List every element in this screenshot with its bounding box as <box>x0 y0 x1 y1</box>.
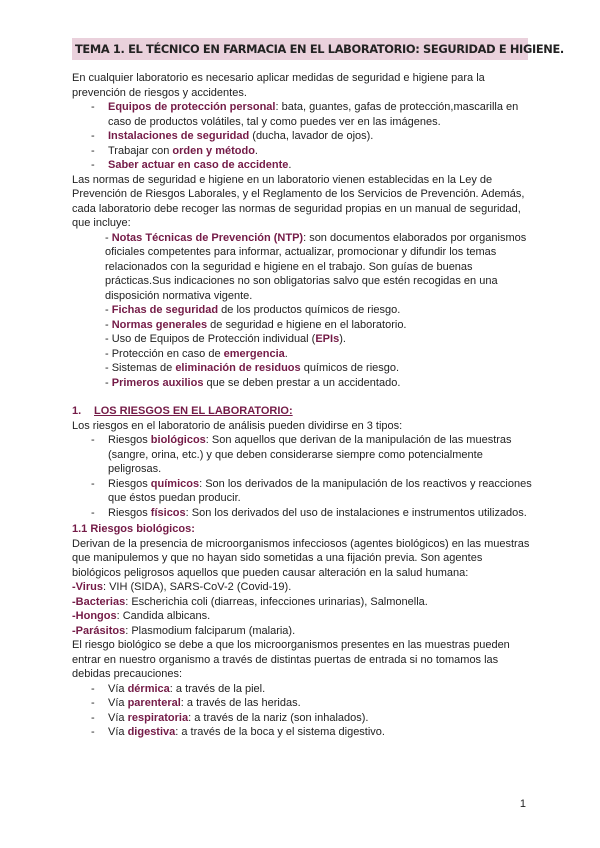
list-item: - Sistemas de eliminación de residuos químicos de riesgo. <box>105 362 400 374</box>
list-item: - Riesgos físicos: Son los derivados del uso de instalaciones e instrumentos utilizados. <box>72 506 532 521</box>
agent-item: -Parásitos: Plasmodium falciparum (malaria). <box>72 624 296 637</box>
section-1-heading: 1. LOS RIESGOS EN EL LABORATORIO: <box>72 405 293 417</box>
list-item: - Uso de Equipos de Protección individual (EPIs). <box>105 333 346 345</box>
list-item: - Trabajar con orden y método. <box>72 144 532 159</box>
risk-types-list <box>72 433 532 520</box>
list-item: - Vía digestiva: a través de la boca y el sistema digestivo. <box>72 725 532 740</box>
list-item: - Protección en caso de emergencia. <box>105 347 288 360</box>
normas-list <box>72 231 532 391</box>
section-1-1-heading: 1.1 Riesgos biológicos: <box>72 523 195 535</box>
normas-paragraph: Las normas de seguridad e higiene en un laboratorio vienen establecidas en la Ley de Prevención de Riesgos Laborales, y el Reglamento de los Servicios de Prevención. Además, cada laboratorio debe recoger las normas de seguridad propias en un manual de seguridad, que incluye: <box>72 173 525 229</box>
list-item: - Fichas de seguridad de los productos químicos de riesgo. <box>105 304 401 316</box>
list-item: - Equipos de protección personal: bata, guantes, gafas de protección,mascarilla en caso de productos volátiles, tal y como puedes ver en las imágenes. <box>72 100 532 129</box>
list-item: - Riesgos químicos: Son los derivados de la manipulación de los reactivos y reacciones que éstos puedan producir. <box>72 477 532 506</box>
section-1-paragraph: Los riesgos en el laboratorio de análisis pueden dividirse en 3 tipos: <box>72 419 403 432</box>
section-1-1-paragraph-2: El riesgo biológico se debe a que los microorganismos presentes en las muestras pueden entrar en nuestro organismo a través de distintas puertas de entrada si no tomamos las debidas precauciones: <box>72 639 510 680</box>
intro-paragraph: En cualquier laboratorio es necesario aplicar medidas de seguridad e higiene para la prevención de riesgos y accidentes. <box>72 72 485 99</box>
list-item: - Primeros auxilios que se deben prestar a un accidentado. <box>105 376 401 389</box>
list-item: - Normas generales de seguridad e higiene en el laboratorio. <box>105 318 407 331</box>
page-title: TEMA 1. EL TÉCNICO EN FARMACIA EN EL LABORATORIO: SEGURIDAD E HIGIENE. <box>72 38 528 60</box>
list-item: - Vía parenteral: a través de las heridas. <box>72 696 532 711</box>
list-item: - Notas Técnicas de Prevención (NTP): son documentos elaborados por organismos oficiales competentes para informar, actualizar, promocionar y difundir los temas relacionados con la seguridad e higiene en el trabajo. Son guías de buenas prácticas.Sus indicaciones no son obligatorias salvo que estén recogidas en una disposición normativa vigente. <box>105 231 527 302</box>
page-number: 1 <box>519 798 526 810</box>
list-item: - Vía respiratoria: a través de la nariz (son inhalados). <box>72 711 532 726</box>
list-item: - Saber actuar en caso de accidente. <box>72 158 532 173</box>
intro-list <box>72 100 532 173</box>
list-item: - Vía dérmica: a través de la piel. <box>72 682 532 697</box>
list-item: - Instalaciones de seguridad (ducha, lavador de ojos). <box>72 129 532 144</box>
list-item: - Riesgos biológicos: Son aquellos que derivan de la manipulación de las muestras (sangre, orina, etc.) y que deben considerarse siempre como potencialmente peligrosas. <box>72 433 532 477</box>
document-body <box>72 71 532 740</box>
section-1-1-paragraph: Derivan de la presencia de microorganismos infecciosos (agentes biológicos) en las muestras que manipulemos y que no hayan sido sometidas a una fijación previa. Son agentes biológicos peligrosos aquellos que pueden causar alteración en la salud humana: <box>72 537 530 579</box>
agent-item: -Hongos: Candida albicans. <box>72 610 211 622</box>
entry-routes-list <box>72 682 532 740</box>
agent-item: -Virus: VIH (SIDA), SARS-CoV-2 (Covid-19). <box>72 581 292 593</box>
agent-item: -Bacterias: Escherichia coli (diarreas, infecciones urinarias), Salmonella. <box>72 595 428 608</box>
